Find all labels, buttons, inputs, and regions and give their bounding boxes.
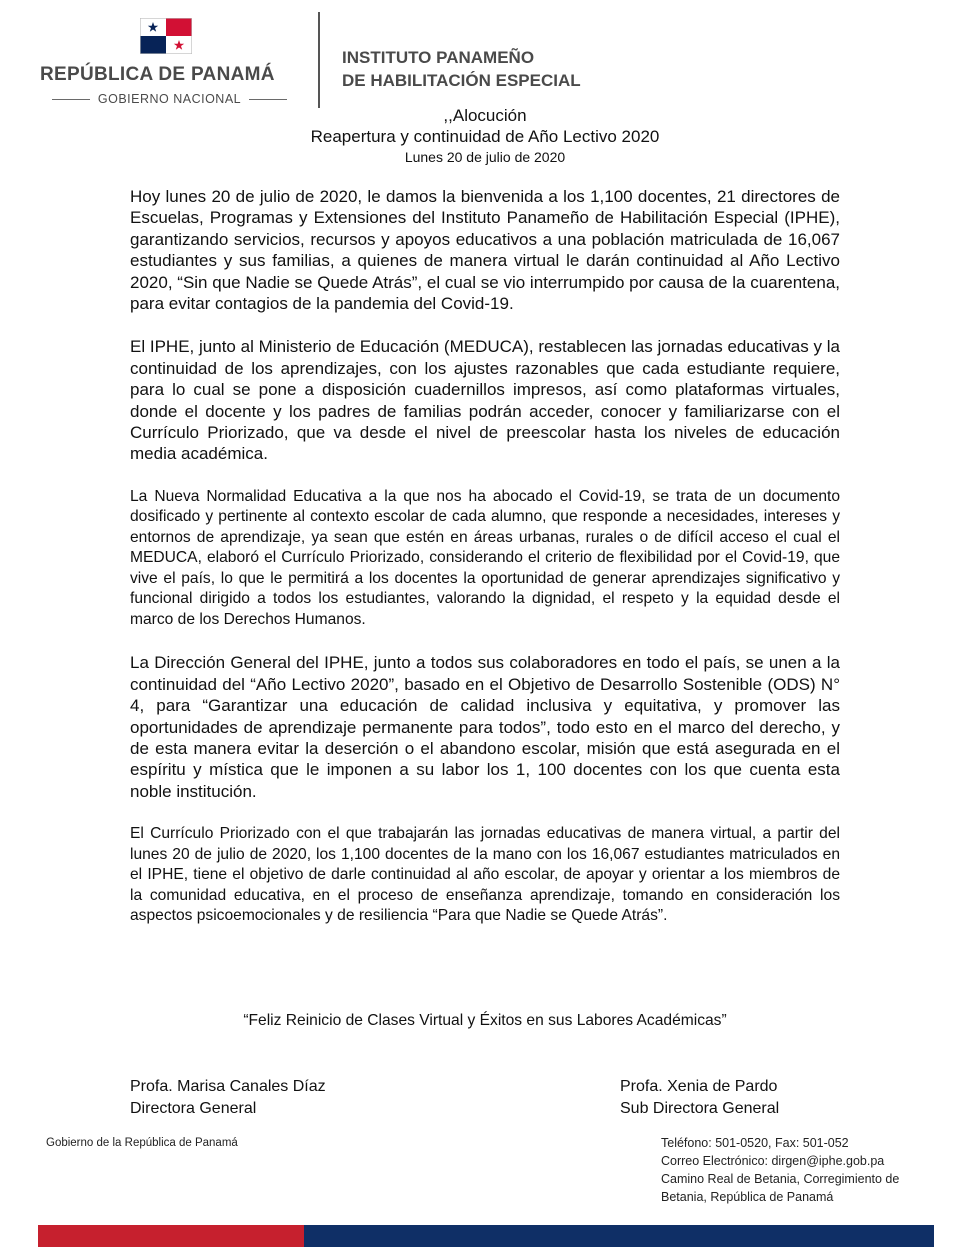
republic-title: REPÚBLICA DE PANAMÁ	[40, 64, 275, 85]
footer-government: Gobierno de la República de Panamá	[46, 1137, 238, 1149]
signature-right-title: Sub Directora General	[620, 1100, 780, 1117]
footer-color-band	[38, 1225, 934, 1247]
footer-email: Correo Electrónico: dirgen@iphe.gob.pa	[661, 1154, 885, 1168]
divider-left	[52, 99, 90, 100]
footer-band-blue	[304, 1225, 934, 1247]
paragraph-2: El IPHE, junto al Ministerio de Educación (MEDUCA), restablecen las jornadas educativas y la continuidad de los aprendizajes, con los ajustes razonables que cada estudiante requiere, para lo cual se pone a disposición cuadernillos impresos, así como plataformas virtuales, donde el docente y los padres de familias podrán acceder, conocer y familiarizarse con el Currículo Priorizado, que va desde el nivel de preescolar hasta los niveles de educación media académica.	[130, 337, 840, 464]
institute-name-line1: INSTITUTO PANAMEÑO	[342, 48, 535, 67]
footer-band-red	[38, 1225, 304, 1247]
paragraph-5: El Currículo Priorizado con el que trabajarán las jornadas educativas de manera virtual, a partir del lunes 20 de julio de 2020, los 1,100 docentes de la mano con los 16,067 estudiantes matriculados en el IPHE, tiene el objetivo de darle continuidad al año escolar, de apoyar y orientar a los miembros de la comunidad educativa, en el proceso de enseñanza aprendizaje, tomando en consideración los aspectos psicoemocionales y de resiliencia “Para que Nadie se Quede Atrás”.	[130, 825, 840, 925]
signature-left	[130, 1076, 326, 1120]
institute-name	[342, 46, 581, 92]
government-label: GOBIERNO NACIONAL	[97, 92, 242, 106]
closing-quote: “Feliz Reinicio de Clases Virtual y Éxitos en sus Labores Académicas”	[243, 1012, 727, 1029]
signature-left-name: Profa. Marisa Canales Díaz	[130, 1078, 326, 1095]
paragraph-3: La Nueva Normalidad Educativa a la que nos ha abocado el Covid-19, se trata de un documento dosificado y pertinente al contexto escolar de cada alumno, que responde a necesidades, intereses y entornos de aprendizaje, ya sean que estén en áreas urbanas, rurales o de difícil acceso el cual el MEDUCA, elaboró el Currículo Priorizado, considerando el criterio de flexibilidad por el Covid-19, que vive el país, lo que le permitirá a los docentes la oportunidad de generar aprendizajes significativo y funcional dirigido a todos los estudiantes, valorando la dignidad, el respeto y la equidad desde el marco de los Derechos Humanos.	[130, 487, 840, 628]
footer-contact	[661, 1134, 899, 1206]
heading-title: Reapertura y continuidad de Año Lectivo 2020	[310, 127, 660, 146]
signature-right	[620, 1076, 779, 1120]
signature-left-title: Directora General	[130, 1100, 257, 1117]
institute-name-line2: DE HABILITACIÓN ESPECIAL	[342, 71, 581, 90]
heading-date: Lunes 20 de julio de 2020	[404, 149, 566, 165]
panama-flag-icon	[140, 18, 192, 54]
footer-phone: Teléfono: 501-0520, Fax: 501-052	[661, 1136, 849, 1150]
heading-allocution: ,,Alocución	[443, 106, 527, 125]
footer-address-line2: Betania, República de Panamá	[661, 1190, 834, 1204]
divider-right	[249, 99, 287, 100]
paragraph-4: La Dirección General del IPHE, junto a todos sus colaboradores en todo el país, se unen a la continuidad del “Año Lectivo 2020”, basado en el Objetivo de Desarrollo Sostenible (ODS) N° 4, para “Garantizar una educación de calidad inclusiva y equitativa, y promover las oportunidades de aprendizaje permanente para todos”, todo esto en el marco del derecho, y de esta manera evitar la deserción o el abandono escolar, misión que está asegurada en el espíritu y mística que le imponen a su labor los 1, 100 docentes con los que cuenta esta noble institución.	[130, 653, 840, 801]
government-subtitle	[52, 92, 287, 106]
header-divider	[318, 12, 320, 108]
document-heading	[200, 105, 770, 166]
footer-address-line1: Camino Real de Betania, Corregimiento de	[661, 1172, 900, 1186]
document-body	[130, 186, 840, 949]
signature-right-name: Profa. Xenia de Pardo	[620, 1078, 778, 1095]
paragraph-1: Hoy lunes 20 de julio de 2020, le damos la bienvenida a los 1,100 docentes, 21 directores de Escuelas, Programas y Extensiones del Instituto Panameño de Habilitación Especial (IPHE), garantizando servicios, recursos y apoyos educativos a una población matriculada de 16,067 estudiantes y sus familias, a quienes de manera virtual le darán continuidad al Año Lectivo 2020, “Sin que Nadie se Quede Atrás”, el cual se vio interrumpido por causa de la cuarentena, para evitar contagios de la pandemia del Covid-19.	[130, 187, 840, 314]
